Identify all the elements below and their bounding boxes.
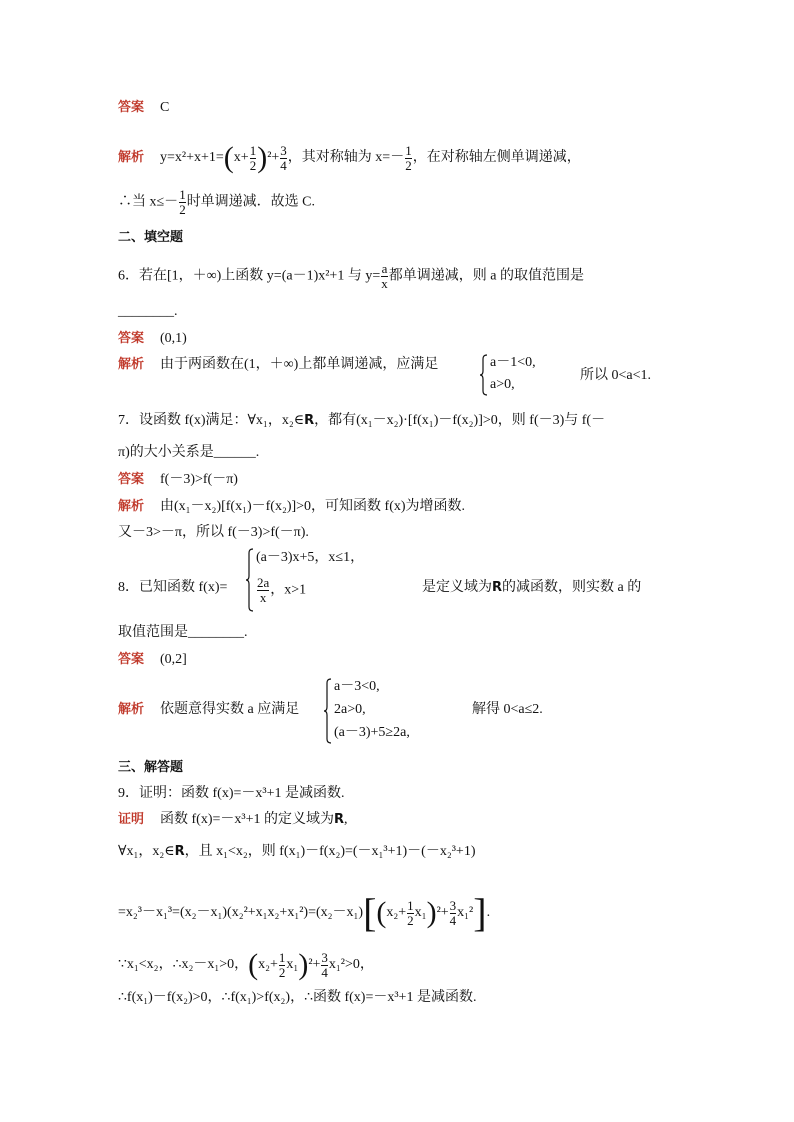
text: =x₂³－x₁³=(x₂－x₁)(x₂²+x₁x₂+x₁²)=(x₂－x₁) bbox=[118, 905, 364, 921]
section-title-fill-in: 二、填空题 bbox=[118, 230, 184, 245]
expression: x₁ bbox=[414, 905, 427, 921]
bracket-close: ] bbox=[473, 890, 487, 935]
q7-analysis-line bbox=[118, 497, 465, 517]
fraction: $\frac{1}{2}$ bbox=[278, 949, 286, 980]
q6-analysis-line bbox=[118, 355, 438, 375]
q7-analysis-cont: 又－3>－π，所以 f(－3)>f(－π). bbox=[118, 525, 309, 540]
answer-label: 答案 bbox=[118, 652, 145, 667]
system-row: (a－3)+5≥2a, bbox=[334, 725, 410, 740]
analysis-label: 解析 bbox=[118, 499, 145, 514]
expression: y=x²+x+1= bbox=[160, 150, 224, 166]
paren-open: ( bbox=[248, 948, 259, 981]
text: ，都有(x₁－x₂)·[f(x₁)－f(x₂)]>0，则 f(－3)与 f(－ bbox=[314, 413, 606, 428]
q8-stem-cont: 取值范围是________. bbox=[118, 625, 248, 640]
answer-label: 答案 bbox=[118, 472, 145, 487]
q8-stem: 8．已知函数 f(x)= bbox=[118, 580, 228, 595]
q6-blank: ________. bbox=[118, 304, 178, 319]
q9-proof-line2 bbox=[118, 842, 475, 862]
q8-stem-right bbox=[422, 578, 641, 598]
q9-proof-line4 bbox=[118, 950, 374, 980]
q9-proof-line3 bbox=[118, 890, 491, 935]
text: . bbox=[486, 905, 491, 921]
q7-answer-line bbox=[118, 470, 238, 490]
expression: ²+ bbox=[436, 905, 449, 921]
q8-system bbox=[324, 676, 454, 746]
piecewise-row: $\frac{2a}{x}$ ，x>1 bbox=[257, 575, 307, 605]
fraction: $\frac{1}{2}$ bbox=[249, 142, 257, 173]
fraction: $\frac{1}{2}$ bbox=[407, 897, 414, 928]
answer-value: (0,1) bbox=[160, 331, 187, 346]
reals-symbol: R bbox=[174, 844, 185, 859]
analysis-label: 解析 bbox=[118, 357, 145, 372]
reals-symbol: R bbox=[334, 812, 345, 827]
text: ∀x₁，x₂∈ bbox=[118, 844, 175, 859]
section-title-solutions: 三、解答题 bbox=[118, 760, 184, 775]
text: 依题意得实数 a 应满足 bbox=[160, 702, 300, 717]
text: ，其对称轴为 x=－ bbox=[287, 150, 405, 166]
analysis-label: 解析 bbox=[118, 150, 145, 166]
brace-icon bbox=[324, 678, 332, 744]
expression: x₁² bbox=[328, 957, 345, 973]
system-row: a－1<0, bbox=[490, 355, 536, 370]
text: 都单调递减，则 a 的取值范围是 bbox=[388, 268, 584, 284]
q8-answer-line bbox=[118, 650, 187, 670]
answer-value: (0,2] bbox=[160, 652, 187, 667]
fraction: $\frac{1}{2}$ bbox=[179, 187, 186, 217]
q9-proof-line bbox=[118, 810, 348, 830]
q8-analysis-line bbox=[118, 700, 299, 720]
text: 时单调递减．故选 C. bbox=[186, 194, 316, 210]
answer-value: f(－3)>f(－π) bbox=[160, 472, 238, 487]
brace-icon bbox=[480, 354, 488, 396]
text: 函数 f(x)=－x³+1 的定义域为 bbox=[160, 812, 334, 827]
q9-stem: 9．证明：函数 f(x)=－x³+1 是减函数. bbox=[118, 786, 345, 801]
paren-close: ) bbox=[257, 141, 268, 174]
piecewise-row: (a－3)x+5，x≤1， bbox=[256, 550, 365, 565]
q8-piecewise bbox=[246, 546, 416, 616]
analysis-label: 解析 bbox=[118, 702, 145, 717]
q6-answer-line bbox=[118, 329, 187, 349]
text: 由于两函数在(1，＋∞)上都单调递减，应满足 bbox=[160, 357, 439, 372]
fraction: $\frac{3}{4}$ bbox=[280, 142, 287, 173]
text: ∵x₁<x₂，∴x₂－x₁>0， bbox=[118, 957, 249, 973]
text: 6．若在[1，＋∞)上函数 y=(a－1)x²+1 与 y= bbox=[118, 268, 381, 284]
expression: x+ bbox=[233, 150, 249, 166]
q9-conclusion: ∴f(x₁)－f(x₂)>0，∴f(x₁)>f(x₂)，∴函数 f(x)=－x³+1 是减函数. bbox=[118, 990, 477, 1005]
reals-symbol: R bbox=[304, 413, 315, 428]
fraction: $\frac{1}{2}$ bbox=[405, 142, 412, 173]
paren-open: ( bbox=[223, 141, 234, 174]
paren-open: ( bbox=[376, 896, 387, 929]
q7-stem bbox=[118, 411, 605, 431]
q6-stem bbox=[118, 262, 584, 291]
text: 解得 0<a≤2. bbox=[472, 702, 543, 717]
expression: x₁ bbox=[286, 957, 299, 973]
text: 是定义域为 bbox=[422, 580, 492, 595]
expression: x₂+ bbox=[386, 905, 407, 921]
system-row: a>0, bbox=[490, 377, 515, 392]
reals-symbol: R bbox=[492, 580, 503, 595]
q5-conclusion-line bbox=[118, 188, 315, 217]
q5-analysis-line bbox=[118, 143, 581, 173]
q5-answer-line bbox=[118, 98, 169, 118]
text: 的减函数，则实数 a 的 bbox=[502, 580, 642, 595]
answer-value: C bbox=[160, 100, 170, 115]
fraction: $\frac{3}{4}$ bbox=[449, 897, 457, 928]
text: >0， bbox=[344, 957, 374, 973]
answer-label: 答案 bbox=[118, 331, 145, 346]
system-row: a－3<0, bbox=[334, 679, 380, 694]
expression: x₂+ bbox=[258, 957, 278, 973]
answer-label: 答案 bbox=[118, 100, 145, 115]
text: ∴当 x≤－ bbox=[118, 194, 179, 210]
expression: ²+ bbox=[267, 150, 280, 166]
text: 7．设函数 f(x)满足：∀x₁，x₂∈ bbox=[118, 413, 305, 428]
text: ，且 x₁<x₂，则 f(x₁)－f(x₂)=(－x₁³+1)－(－x₂³+1) bbox=[184, 844, 476, 859]
text: , bbox=[344, 812, 348, 827]
proof-label: 证明 bbox=[118, 812, 145, 827]
text: 所以 0<a<1. bbox=[580, 368, 652, 383]
brace-icon bbox=[246, 548, 254, 612]
fraction: $\frac{a}{x}$ bbox=[381, 261, 388, 291]
text: ，在对称轴左侧单调递减， bbox=[412, 150, 581, 166]
fraction: $\frac{2a}{x}$ bbox=[257, 575, 270, 605]
paren-close: ) bbox=[298, 948, 309, 981]
paren-close: ) bbox=[426, 896, 437, 929]
text: 由(x₁－x₂)[f(x₁)－f(x₂)]>0，可知函数 f(x)为增函数. bbox=[160, 499, 466, 514]
expression: x₁² bbox=[457, 905, 474, 921]
q6-system bbox=[480, 352, 570, 398]
fraction: $\frac{3}{4}$ bbox=[321, 949, 328, 980]
q7-stem-cont: π)的大小关系是______. bbox=[118, 445, 260, 460]
expression: ²+ bbox=[308, 957, 321, 973]
bracket-open: [ bbox=[363, 890, 377, 935]
system-row: 2a>0, bbox=[334, 702, 366, 717]
